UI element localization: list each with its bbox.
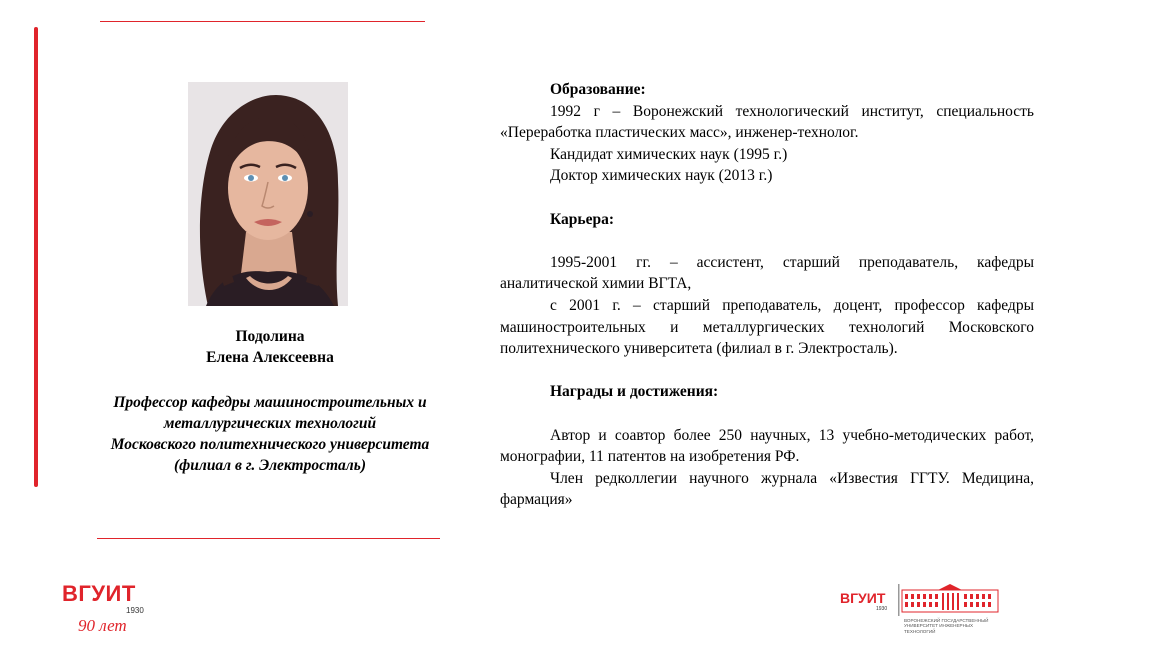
education-heading: Образование: — [550, 81, 646, 98]
person-given-names: Елена Алексеевна — [206, 349, 334, 366]
university-building-icon — [898, 584, 1002, 616]
education-item: 1992 г – Воронежский технологический институт, специальность «Переработка пластических масс», инженер-технолог. — [500, 102, 1034, 142]
education-item: Доктор химических наук (2013 г.) — [550, 167, 773, 185]
biography-column — [500, 79, 1034, 511]
university-name — [904, 618, 1004, 634]
person-surname: Подолина — [235, 328, 305, 345]
person-position — [70, 392, 470, 476]
position-line-3: Московского политехнического университета — [110, 436, 430, 453]
position-line-2: металлургических технологий — [163, 415, 377, 432]
vguit-university-logo — [840, 584, 1005, 639]
education-item: Кандидат химических наук (1995 г.) — [550, 145, 788, 163]
spacer — [500, 187, 1034, 209]
career-heading: Карьера: — [550, 210, 615, 228]
career-item: с 2001 г. – старший преподаватель, доцент, профессор кафедры машиностроительных и металлургических технологий Московского политехнического университета (филиал в г. Электросталь). — [500, 296, 1034, 358]
portrait-photo — [188, 82, 348, 306]
awards-item: Автор и соавтор более 250 научных, 13 учебно-методических работ, монографии, 11 патентов на изобретения РФ. — [500, 426, 1034, 466]
person-name — [100, 326, 440, 368]
logo-brand-small: ВГУИТ — [840, 590, 886, 606]
spacer — [500, 403, 1034, 425]
awards-item: Член редколлегии научного журнала «Известия ГГТУ. Медицина, фармация» — [500, 469, 1034, 509]
left-accent-bar — [34, 27, 38, 487]
university-name-line-1: ВОРОНЕЖСКИЙ ГОСУДАРСТВЕННЫЙ — [904, 618, 989, 623]
awards-heading: Награды и достижения: — [550, 383, 719, 401]
logo-year-small: 1930 — [876, 606, 888, 612]
position-line-1: Профессор кафедры машиностроительных и — [113, 394, 427, 411]
spacer — [500, 230, 1034, 252]
vguit-90-years-logo — [62, 582, 152, 640]
top-divider — [100, 21, 425, 22]
career-item: 1995-2001 гг. – ассистент, старший преподаватель, кафедры аналитической химии ВГТА, — [500, 253, 1034, 293]
university-name-line-2: УНИВЕРСИТЕТ ИНЖЕНЕРНЫХ — [904, 623, 974, 629]
position-line-4: (филиал в г. Электросталь) — [173, 457, 366, 474]
university-name-line-3: ТЕХНОЛОГИЙ — [904, 628, 936, 634]
spacer — [500, 360, 1034, 382]
logo-brand: ВГУИТ — [62, 581, 136, 606]
logo-anniversary: 90 лет — [78, 616, 127, 635]
bottom-divider — [97, 538, 440, 539]
logo-year: 1930 — [126, 606, 144, 615]
